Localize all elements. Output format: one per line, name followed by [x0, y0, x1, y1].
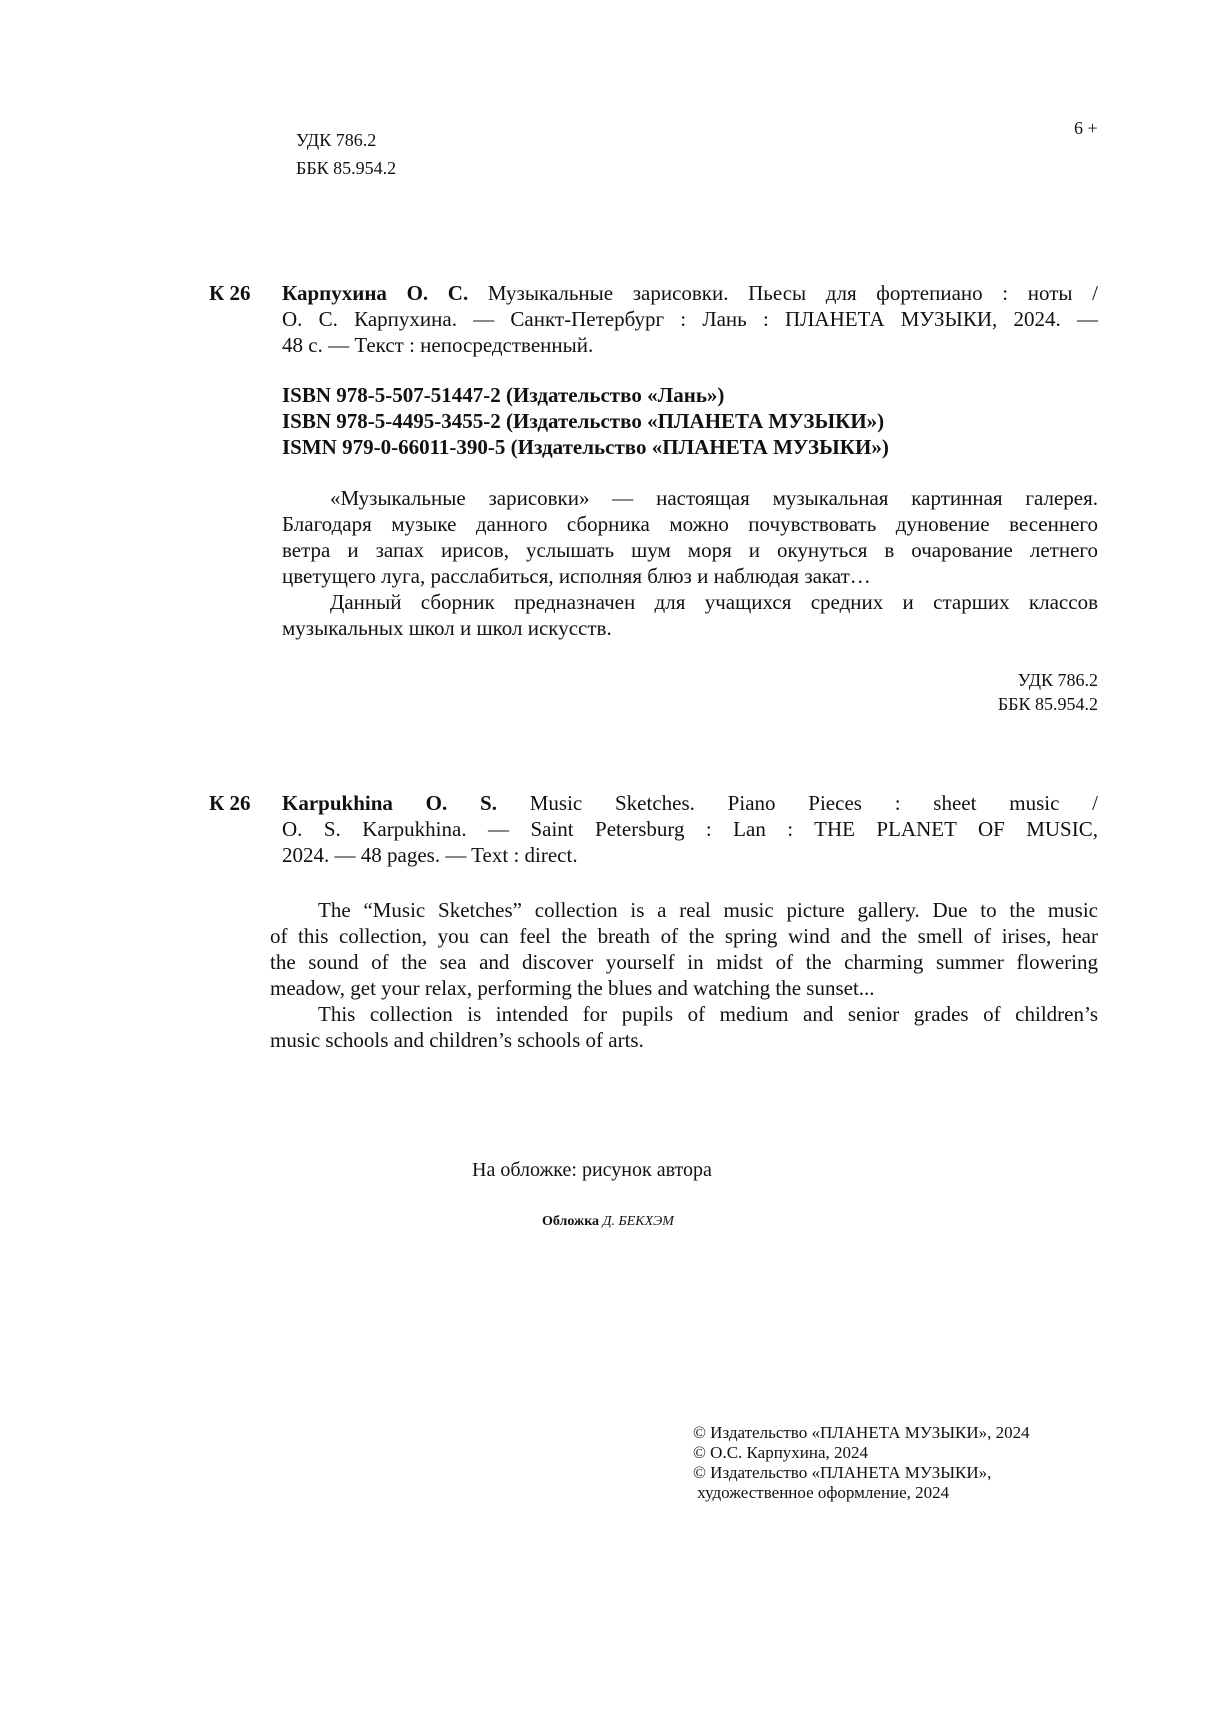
ru-abstract-classification: [900, 668, 1098, 716]
header-bbk: ББК 85.954.2: [296, 158, 397, 178]
ru-abstract-p2-line1: Данный сборник предназначен для учащихся средних и старших классов: [330, 590, 1098, 614]
ru-record-title: Музыкальные зарисовки. Пьесы для фортепиано : ноты /: [487, 281, 1099, 305]
en-abstract-p2-line1: This collection is intended for pupils of medium and senior grades of children’s: [318, 1002, 1098, 1026]
en-record-line2: O. S. Karpukhina. — Saint Petersburg : Lan : THE PLANET OF MUSIC,: [282, 817, 1098, 841]
age-rating: 6 +: [1074, 118, 1098, 138]
isbn-planeta: ISBN 978-5-4495-3455-2 (Издательство «ПЛАНЕТА МУЗЫКИ»): [282, 409, 885, 433]
isbn-block: [282, 382, 889, 460]
en-record-line1: [282, 790, 1098, 816]
copyright-block: [693, 1423, 1030, 1503]
ru-record: [282, 280, 1098, 358]
cover-credit-label: Обложка: [542, 1214, 600, 1229]
en-abstract-p1-line4: meadow, get your relax, performing the blues and watching the sunset...: [270, 976, 875, 1000]
ru-abstract-p2-line2: музыкальных школ и школ искусств.: [282, 616, 612, 640]
ru-abstract-p1-line3: ветра и запах ирисов, услышать шум моря и окунуться в очарование летнего: [282, 538, 1098, 562]
copyright-line-3: © Издательство «ПЛАНЕТА МУЗЫКИ»,: [693, 1463, 992, 1482]
en-abstract: [270, 897, 1098, 1053]
en-abstract-p1-line1: The “Music Sketches” collection is a real music picture gallery. Due to the music: [318, 898, 1098, 922]
en-record: [282, 790, 1098, 868]
ru-record-line2: О. С. Карпухина. — Санкт-Петербург : Лань : ПЛАНЕТА МУЗЫКИ, 2024. —: [282, 307, 1098, 331]
ru-record-line3: 48 с. — Текст : непосредственный.: [282, 333, 594, 357]
ru-record-code: К 26: [209, 281, 251, 305]
ismn-planeta: ISMN 979-0-66011-390-5 (Издательство «ПЛАНЕТА МУЗЫКИ»): [282, 435, 889, 459]
ru-abstract: [282, 485, 1098, 641]
ru-abstract-p1-line1: «Музыкальные зарисовки» — настоящая музыкальная картинная галерея.: [330, 486, 1098, 510]
cover-credit: [542, 1213, 674, 1231]
en-abstract-p1-line3: the sound of the sea and discover yourself in midst of the charming summer flowering: [270, 950, 1098, 974]
copyright-line-2: © О.С. Карпухина, 2024: [693, 1443, 869, 1462]
isbn-lan: ISBN 978-5-507-51447-2 (Издательство «Лань»): [282, 383, 725, 407]
header-udk: УДК 786.2: [296, 130, 377, 150]
en-abstract-p1-line2: of this collection, you can feel the breath of the spring wind and the smell of irises, hear: [270, 924, 1098, 948]
en-abstract-p2-line2: music schools and children’s schools of arts.: [270, 1028, 644, 1052]
en-record-author: Karpukhina O. S.: [282, 791, 497, 815]
copyright-line-1: © Издательство «ПЛАНЕТА МУЗЫКИ», 2024: [693, 1423, 1030, 1442]
ru-record-author: Карпухина О. С.: [282, 281, 469, 305]
ru-abstract-p1-line4: цветущего луга, расслабиться, исполняя блюз и наблюдая закат…: [282, 564, 871, 588]
header-classification: [296, 126, 396, 182]
ru-abstract-udk: УДК 786.2: [1017, 670, 1098, 690]
ru-abstract-p1-line2: Благодаря музыке данного сборника можно почувствовать дуновение весеннего: [282, 512, 1098, 536]
en-record-code: К 26: [209, 791, 251, 815]
ru-abstract-bbk: ББК 85.954.2: [997, 694, 1098, 714]
en-record-title: Music Sketches. Piano Pieces : sheet music /: [529, 791, 1098, 815]
en-record-line3: 2024. — 48 pages. — Text : direct.: [282, 843, 578, 867]
copyright-line-4: художественное оформление, 2024: [693, 1483, 950, 1502]
ru-record-line1: [282, 280, 1098, 306]
cover-credit-name: Д. БЕКХЭМ: [602, 1214, 674, 1229]
cover-note: На обложке: рисунок автора: [472, 1159, 712, 1181]
